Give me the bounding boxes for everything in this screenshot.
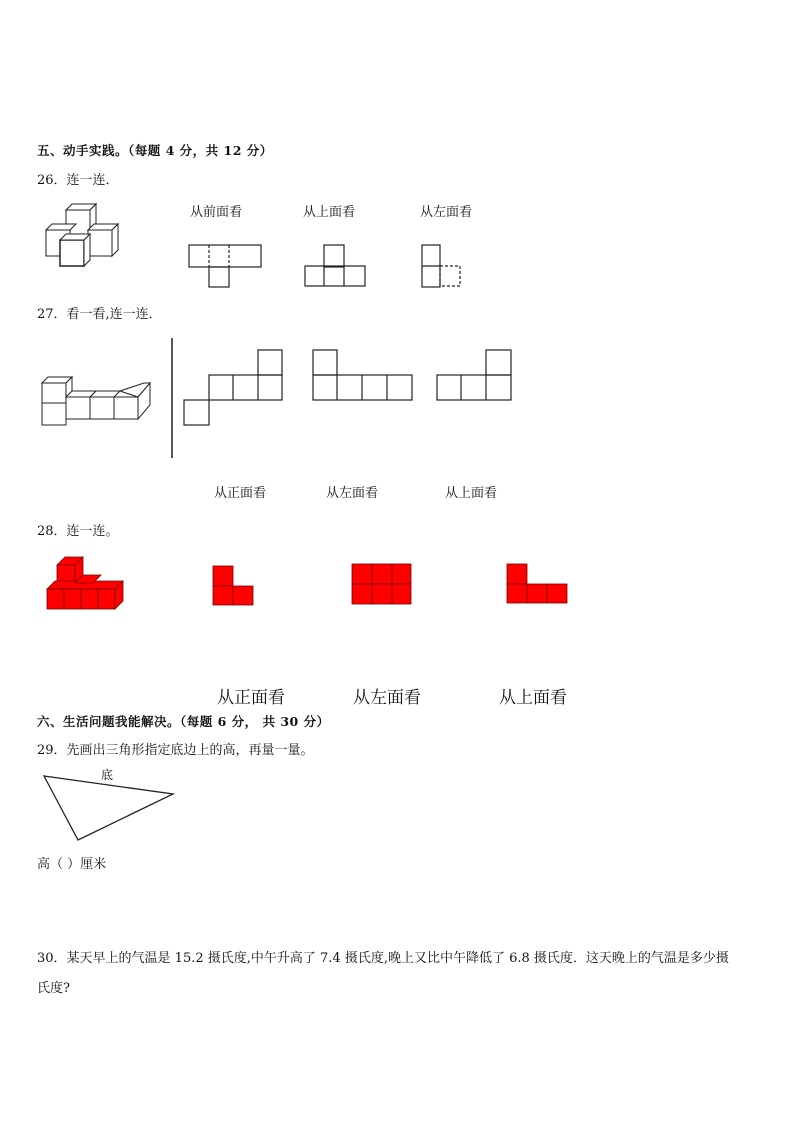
q26-label-left: 从左面看	[420, 205, 473, 220]
q27-solid-figure	[40, 373, 155, 429]
question-26-text: 26．连一连．	[37, 173, 119, 188]
q29-triangle	[40, 772, 180, 844]
q28-label-front: 从正面看	[217, 688, 285, 708]
q28-red-solid-figure	[45, 553, 127, 613]
q26-label-top: 从上面看	[303, 205, 356, 220]
q29-answer-line: 高（ ）厘米	[37, 857, 107, 872]
q28-red-view-b	[351, 563, 413, 606]
q27-view-a	[183, 349, 285, 427]
q26-view-c	[421, 244, 466, 289]
q26-solid-figure	[40, 200, 170, 270]
q27-label-front: 从正面看	[214, 486, 267, 501]
question-27-text: 27．看一看,连一连．	[37, 307, 162, 322]
q27-view-c	[436, 349, 514, 403]
q27-divider-line	[170, 338, 176, 460]
section-6-title: 六、生活问题我能解决。（每题 6 分， 共 30 分）	[37, 714, 330, 729]
q26-view-a	[188, 244, 263, 289]
section-5-title: 五、动手实践。（每题 4 分，共 12 分）	[37, 143, 273, 158]
question-30-text-line1: 30．某天早上的气温是 15.2 摄氏度,中午升高了 7.4 摄氏度,晚上又比中午降低了 6.8 摄氏度．这天晚上的气温是多少摄	[37, 951, 729, 966]
q27-label-top: 从上面看	[445, 486, 498, 501]
q28-red-view-c	[506, 563, 569, 606]
q26-view-b	[304, 244, 369, 289]
question-30-text-line2: 氏度?	[37, 981, 70, 996]
q29-base-label: 底	[101, 768, 114, 782]
q26-label-front: 从前面看	[190, 205, 243, 220]
q27-view-b	[312, 349, 414, 403]
q28-label-top: 从上面看	[499, 688, 567, 708]
question-29-text: 29．先画出三角形指定底边上的高，再量一量。	[37, 743, 314, 758]
q28-label-left: 从左面看	[353, 688, 421, 708]
q27-label-left: 从左面看	[326, 486, 379, 501]
question-28-text: 28．连一连。	[37, 524, 119, 539]
q28-red-view-a	[212, 565, 256, 607]
